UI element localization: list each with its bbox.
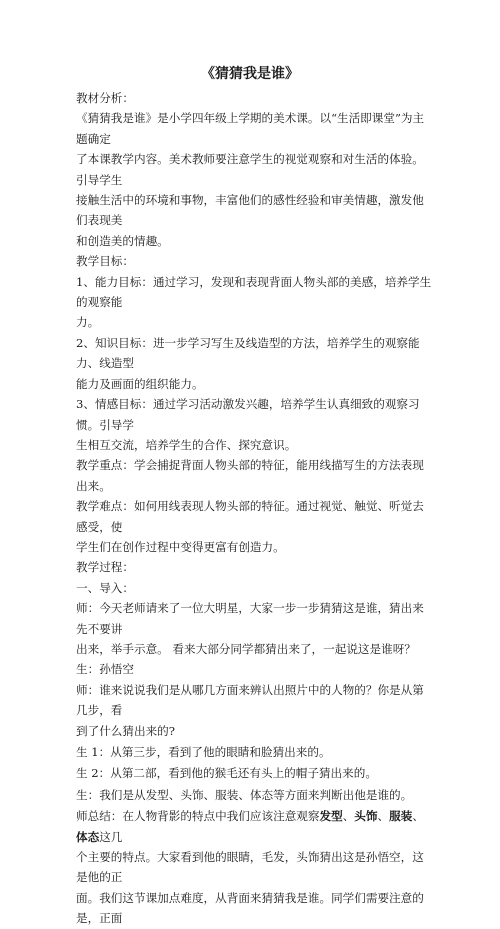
section-heading-analysis: 教材分析： <box>76 91 134 105</box>
paragraph-line: 力。 <box>76 315 100 330</box>
section-heading-process: 教学过程： <box>76 560 134 575</box>
keyword-posture: 体态 <box>76 829 100 844</box>
dialogue-line: 生：孙悟空 <box>76 662 134 677</box>
keyword-clothing: 服装 <box>389 809 413 824</box>
dialogue-line: 到了什么猜出来的? <box>76 723 175 738</box>
dialogue-line: 师：谁来说说我们是从哪几方面来辨认出照片中的人物的？你是从第几步，看 <box>76 682 424 718</box>
paragraph-line: 生相互交流，培养学生的合作、探究意识。 <box>76 437 297 452</box>
difficulty-line: 教学难点：如何用线表现人物头部的特征。通过视觉、触觉、听觉去感受，使 <box>76 499 424 534</box>
dialogue-line: 生 2：从第二部，看到他的猴毛还有头上的帽子猜出来的。 <box>76 766 377 781</box>
summary-line <box>76 806 432 847</box>
dialogue-line: 生 1：从第三步，看到了他的眼睛和脸猜出来的。 <box>76 745 331 759</box>
dialogue-line: 生：我们是从发型、头饰、服装、体态等方面来判断出他是谁的。 <box>76 787 413 802</box>
paragraph-line: 1、能力目标：通过学习，发现和表现背面人物头部的美感，培养学生的观察能 <box>76 274 432 310</box>
paragraph-line: 2、知识目标：进一步学习写生及线造型的方法，培养学生的观察能力、线造型 <box>76 335 420 371</box>
paragraph-line: 3、情感目标：通过学习活动激发兴趣，培养学生认真细致的观察习惯。引导学 <box>76 397 420 432</box>
summary-suffix: 这几 <box>99 829 123 844</box>
paragraph-line: 面。我们这节课加点难度，从背面来猜猜我是谁。同学们需要注意的是，正面 <box>76 890 424 926</box>
paragraph-line: 了本课教学内容。美术教师要注意学生的视觉观察和对生活的体验。引导学生 <box>76 152 424 187</box>
paragraph-line: 和创造美的情趣。 <box>76 233 169 248</box>
separator: 、 <box>377 809 390 824</box>
section-heading-goals: 教学目标： <box>76 254 134 269</box>
separator: 、 <box>412 809 424 824</box>
document-body <box>76 88 432 929</box>
dialogue-line: 出来，举手示意。 看来大部分同学都猜出来了，一起说这是谁呀？ <box>76 641 416 656</box>
summary-prefix: 师总结：在人物背影的特点中我们应该注意观察 <box>76 809 320 824</box>
paragraph-line: 学生们在创作过程中变得更富有创造力。 <box>76 539 285 554</box>
keyword-headwear: 头饰 <box>354 809 378 824</box>
document-title: 《猜猜我是谁》 <box>201 66 299 82</box>
keyword-hairstyle: 发型 <box>319 809 343 824</box>
paragraph-line: 能力及画面的组织能力。 <box>76 376 204 391</box>
separator: 、 <box>342 809 355 824</box>
paragraph-line: 个主要的特点。大家看到他的眼睛，毛发，头饰猜出这是孙悟空，这是他的正 <box>76 850 424 885</box>
dialogue-line: 师：今天老师请来了一位大明星，大家一步一步猜猜这是谁，猜出来先不要讲 <box>76 601 424 636</box>
paragraph-line: 《猜猜我是谁》是小学四年级上学期的美术课。以“生活即课堂”为主题确定 <box>76 111 425 146</box>
key-point-line: 教学重点：学会捕捉背面人物头部的特征，能用线描写生的方法表现出来。 <box>76 458 424 493</box>
subsection-heading-intro: 一、导入： <box>76 580 134 595</box>
paragraph-line: 接触生活中的环境和事物，丰富他们的感性经验和审美情趣，激发他们表现美 <box>76 193 424 228</box>
